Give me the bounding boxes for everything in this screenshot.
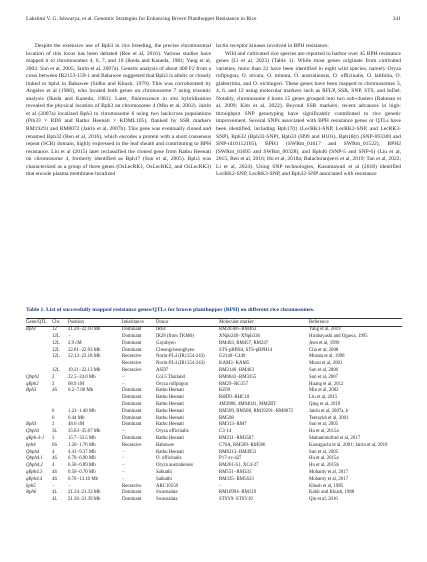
table-cell: Hu et al, 2015b	[309, 463, 339, 469]
table-cell: RM313−RM7	[219, 422, 247, 428]
table-cell: 35.63−35.67 Mb	[68, 429, 101, 435]
table-cell: Hirabayashi and Ogawa, 1995	[309, 333, 368, 339]
table-cell: 1.20−1.76 Mb	[68, 442, 96, 448]
table-cell: Dominant	[122, 333, 142, 339]
table-cell: Rathu Heenati	[156, 435, 184, 441]
table-cell: Jairin et al, 2007a, b	[309, 408, 349, 414]
table-cell: Dominant	[122, 422, 142, 428]
table-cell: Oryza australiensis	[156, 463, 193, 469]
table-cell: Qing et al, 2019	[309, 401, 341, 407]
page-number: 341	[392, 16, 401, 22]
table-cell: Dominant	[122, 340, 142, 346]
table-cell: RM16994−RM119	[219, 490, 257, 496]
table-cell: 12L	[52, 354, 60, 360]
table-cell: STSY9−STSY19	[219, 497, 253, 503]
table-cell: 12L	[52, 367, 60, 373]
table-cell: Yang et al, 2019	[309, 327, 341, 333]
table-cell: RM2146−RM463	[219, 367, 254, 373]
table-cell: Rathu Heenati	[156, 422, 184, 428]
table-cell: 12L	[52, 340, 60, 346]
table-cell: 3L	[52, 429, 58, 435]
table-cell: IR64	[156, 327, 166, 333]
table-cell: Cheongcheongbyeo	[156, 347, 195, 353]
table-cell: Babawee	[156, 442, 174, 448]
table-cell: Khush et al, 1985	[309, 483, 344, 489]
table-cell: 0.44 Mb	[68, 415, 85, 421]
paragraph: Despite the extensive use of Bph3 in rice breeding, the precise chromosomal location of this locus has been debated (Ren et al, 2016). Various studies have mapped it to chromosomes 4, 6, 7, and 10 (Ikeda and Kaneda, 1981; Yang et al, 2002; Sun et al, 2005; Jairin et al, 2007a). Genetic analysis of about 400 F2 from a cross between IR2153-159-1 and Babawee suggested that Bph3 is allelic or closely linked to bph4 in Babawee (Sidhu and Khush, 1979). This was corroborated by Angeles et al (1986), who located both genes on chromosome 7 using trisomic analysis (Ikeda and Kaneda, 1981). Later, fluorescence in situ hybridization revealed the physical location of Bph3 on chromosome 4 (Min et al, 2002). Jairin et al (2007a) localized Bph3 to chromosome 6 using two backcross populations (Pib33 × RD6 and Rathu Heenati × KDML105), flanked by SSR markers RM19291 and RM8072 (Jairin et al, 2007b). This gene was eventually cloned and renamed Bph32 (Ren et al, 2016), which encodes a protein with a short consensus repeat (SCR) domain, highly expressed in the leaf sheath and contributing to BPH resistance. Liu et al (2015) later reclassified the cloned gene from Rathu Heenati on chromosome 4, formerly identified as Bph17 (Sun et al, 2005). Bph3 was characterized as a group of three genes (OsLecRK1, OsLecRK2, and OsLecRK3) that encode plasma membrane-localized	[26, 43, 211, 178]
table-cell: Recessive	[122, 442, 142, 448]
table-cell: 4S	[52, 388, 58, 394]
table-cell: −	[68, 483, 71, 489]
table-cell: RZ69	[219, 388, 231, 394]
table-cell: Kabir and Khush, 1988	[309, 490, 355, 496]
table-cell: 4L	[52, 490, 58, 496]
table-cell: 19.21−22.13 Mb	[68, 367, 101, 373]
table-cell: Rathu Heenati	[156, 401, 184, 407]
paragraph: lectin receptor kinases involved in BPH resistance.	[216, 43, 329, 49]
table-cell: Dominant	[122, 401, 142, 407]
table-cell: Dominant	[122, 388, 142, 394]
table-cell: 0.50−0.70 Mb	[68, 469, 96, 475]
table-cell: Dominant	[122, 347, 142, 353]
table-cell: Oryza officinalis	[156, 429, 189, 435]
table-cell: Min et al, 2002	[309, 388, 339, 394]
table-cell: 6.2−7.00 Mb	[68, 388, 94, 394]
table-cell: Rathu Heenati	[156, 449, 184, 455]
table-cell: 6	[52, 415, 55, 421]
table-cell: −	[52, 483, 55, 489]
column-header: Chr.	[52, 319, 61, 325]
table-cell: 4	[52, 449, 55, 455]
table-cell: 6.58−6.89 Mb	[68, 463, 96, 469]
table-cell: Qbph4.1	[26, 456, 43, 462]
table-cell: 48.6 cM	[68, 422, 85, 428]
table-cell: 4.41−9.37 Mb	[68, 449, 96, 455]
table-cell: 6.70−6.90 Mb	[68, 456, 96, 462]
table-cell: −	[122, 381, 125, 387]
table-cell: RM231−RM3587	[219, 435, 254, 441]
table-cell: Dominant	[122, 327, 142, 333]
table-cell: Salkathi	[156, 469, 172, 475]
table-cell: RM508	[219, 415, 234, 421]
table-cell: Oryza rufipogon	[156, 381, 189, 387]
table-cell: Huang et al, 2012	[309, 381, 344, 387]
table-cell: RM335−RM5633	[219, 476, 254, 482]
table-cell: Norin-PL4 (IR1154-243)	[156, 354, 205, 360]
column-header: Donor	[156, 319, 169, 325]
running-header	[26, 14, 401, 24]
table-cell: RM6843−RM3355	[219, 374, 257, 380]
left-text-column	[26, 43, 211, 179]
table-cell: Rathu Heenati	[156, 395, 184, 401]
table-cell: bph4	[26, 442, 36, 448]
right-text-column	[216, 43, 401, 179]
column-header: Molecular marker	[219, 319, 254, 325]
table-cell: Dominant	[122, 408, 142, 414]
table-cell: Sun et al, 2006	[309, 367, 339, 373]
table-cell: 15.7−33.5 Mb	[68, 435, 96, 441]
column-header: Reference	[309, 319, 329, 325]
table-cell: Recessive	[122, 354, 142, 360]
table-cell: Dominant	[122, 490, 142, 496]
table-cell: qBph4.4	[26, 476, 43, 482]
table-cell: Kawaguchi et al, 2001; Jairin et al, 2010	[309, 442, 388, 448]
table-row	[26, 496, 402, 503]
table-cell: Col.5 Thailand	[156, 374, 185, 380]
table-cell: Shabanimofrad et al, 2017	[309, 435, 361, 441]
table-cell: −	[219, 483, 222, 489]
table-cell: Teeraykh et al, 2001	[309, 415, 349, 421]
table-cell: Dominant	[122, 435, 142, 441]
table-cell: 22.81−22.93 Mb	[68, 347, 101, 353]
table-cell: 4	[52, 463, 55, 469]
table-cell: Liu et al, 2015	[309, 395, 338, 401]
table-cell: Sun et al, 2007	[309, 374, 339, 380]
table-cell: Norin-PL4 (IR1154-243)	[156, 361, 205, 367]
column-header: Gene/QTL	[26, 319, 47, 325]
table-cell: 12L	[52, 333, 60, 339]
table-cell: −	[122, 429, 125, 435]
table-cell: 0.70−13.10 Mb	[68, 476, 99, 482]
table-cell: −	[122, 456, 125, 462]
table-cell: ARC10550	[156, 483, 179, 489]
table-cell: Hu et al, 2015a	[309, 456, 339, 462]
table-cell: 21.36−21.39 Mb	[68, 497, 101, 503]
table-cell: 4L	[52, 497, 58, 503]
paragraph: Wild and cultivated rice species are reported to harbor over 45 BPH resistance genes (Li et al, 2023) (Table 1). While most genes originate from cultivated varieties, more than 22 have been identified in eight wild species, namely Oryza rufipogon, O. nivara, O. minuta, O. australiensis, O. officinalis, O. latifolia, O. glaberrima, and O. eichingeri. These genes have been mapped to chromosomes 3, 4, 6, and 12 using molecular markers such as RFLP, SSR, SNP, STS, and InDel. Notably, chromosome 4 hosts 15 genes grouped into two sub-clusters (Rahman et al, 2009; Kim et al, 2022). Beyond SSR markers, recent advances in high-throughput SNP genotyping have significantly contributed to rice genetic improvement. Several SNPs associated with BPH resistance genes or QTLs have been identified, including Bph17(t) (LecRK1-SNP, LecRK2-SNP, and LecRK3-SNP), Bph32 (Bph32-SNP), Bph33 (H99 and H101), Bph18(t) (SNP-693369 and SNP-id10112165), BPH1 (SWRm_01617 and SWRm_01522), BPH2 (SWRm_01695 and SWRm_00328), and Bph46 (SNP-5 and SNP-6) (Liu et al, 2015; Ren et al, 2016; Hu et al, 2018a; Balachiranjeevi et al, 2019; Tan et al, 2022; Li et al, 2024). Using SNP technologies, Kusumawati et al (2018) identified LecRK2-SNP, LecRK3-SNP, and Bph32-SNP associated with resistance	[216, 50, 401, 178]
table-cell: 21.20−22.10 Mb	[68, 327, 101, 333]
table-cell: Mohanty et al, 2017	[309, 469, 349, 475]
table-cell: Recessive	[122, 367, 142, 373]
table-cell: Salkathi	[156, 476, 172, 482]
table-cell: Swarnalata	[156, 490, 178, 496]
table-cell: 22.13−23.18 Mb	[68, 354, 101, 360]
table-cell: 3	[52, 422, 55, 428]
table-cell: XNpb248−XNpb336	[219, 333, 260, 339]
table-cell: Sun et al, 2005	[309, 449, 339, 455]
table-cell: KAM3−KAM5	[219, 361, 250, 367]
table-cell: 2.9 cM	[68, 340, 82, 346]
table-cell: G2140−C449	[219, 354, 246, 360]
table-cell: Qiu et al, 2010	[309, 497, 338, 503]
table-cell: 6	[52, 408, 55, 414]
table-cell: −	[122, 374, 125, 380]
table-cell: 12L	[52, 347, 60, 353]
table-cell: RM463, RM457, RM247	[219, 340, 269, 346]
table-cell: O. officinalis	[156, 456, 182, 462]
table-cell: −	[122, 476, 125, 482]
table-cell: Hu et al, 2015a	[309, 429, 339, 435]
table-cell: Murai et al, 2001	[309, 361, 343, 367]
table-cell: Jeon et al, 1999	[309, 340, 340, 346]
table-cell: −	[122, 469, 125, 475]
table-cell: Bph3	[26, 422, 37, 428]
table-cell: −	[68, 333, 71, 339]
table-cell: C76A, RM589−RM586	[219, 442, 266, 448]
table-cell: RM8213−RM4953	[219, 449, 257, 455]
table-cell: bph5	[26, 483, 36, 489]
table-caption: Table 1. List of successfully mapped resistance genes/QTLs for brown planthopper (BPH) on different rice chromosomes.	[26, 307, 315, 313]
table-cell: Gayabyeo	[156, 340, 176, 346]
table-cell: 12	[52, 327, 57, 333]
table-cell: qBph-3-1	[26, 435, 45, 441]
table-cell: Rathu Heenati	[156, 415, 184, 421]
table-cell: 4M3980, 4M04041, MM2BT	[219, 401, 277, 407]
table-cell: 1.21−1.40 Mb	[68, 408, 96, 414]
table-cell: STS-pBPH4, STS-pBPH14	[219, 347, 273, 353]
header-title: Lakshmi V. G. Ishwarya, et al. Genomic Strategies for Enhancing Brown Planthopper Resistance in Rice	[26, 16, 257, 22]
table-cell: Recessive	[122, 361, 142, 367]
table-cell: Recessive	[122, 483, 142, 489]
table-cell: 4S	[52, 469, 58, 475]
table-cell: Sun et al, 2005	[309, 422, 339, 428]
table-cell: RM29−RG157	[219, 381, 249, 387]
table-cell: IR28 (from TKM6)	[156, 333, 194, 339]
table-cell: Bph3	[26, 388, 37, 394]
table-cell: RM551−RM335	[219, 469, 252, 475]
column-header: Inheritance	[122, 319, 144, 325]
table-cell: qBph4.3	[26, 469, 43, 475]
table-cell: Rathu Heenati	[156, 408, 184, 414]
table-cell: RM589, RM588, RM19291−RM8072	[219, 408, 294, 414]
table-cell: RHD9−RHC10	[219, 395, 250, 401]
table-cell: 22.5−24.0 Mb	[68, 374, 96, 380]
table-cell: Bph6	[26, 490, 37, 496]
table-cell: C3-14	[219, 429, 232, 435]
table-cell: Cha et al, 2008	[309, 347, 339, 353]
table-header-row	[26, 319, 402, 326]
table-cell: Dominant	[122, 497, 142, 503]
table-cell: 3	[52, 435, 55, 441]
table-cell: 2	[52, 374, 55, 380]
table-cell: Qbph4.2	[26, 463, 43, 469]
table-cell: Swarnalata	[156, 497, 178, 503]
table-cell: Mohanty et al, 2017	[309, 476, 349, 482]
table-cell: −	[122, 463, 125, 469]
table-cell: ASD7	[156, 367, 169, 373]
table-cell: 68.9 cM	[68, 381, 85, 387]
table-cell: Dominant	[122, 395, 142, 401]
table-cell: Dominant	[122, 415, 142, 421]
table-cell: −	[122, 449, 125, 455]
table-cell: Bph1	[26, 327, 37, 333]
table-cell: Rathu Heenati	[156, 388, 184, 394]
column-header: Position	[68, 319, 84, 325]
table-cell: RM261-S1, XC4-27	[219, 463, 259, 469]
table-cell: Murata et al, 1998	[309, 354, 345, 360]
table-cell: 21.24−21.33 Mb	[68, 490, 101, 496]
table-cell: RM28366−RM463	[219, 327, 257, 333]
table-cell: 2	[52, 381, 55, 387]
table-cell: Qbph4	[26, 449, 40, 455]
table-cell: qBph2	[26, 381, 39, 387]
table-cell: Qbph3	[26, 429, 40, 435]
table-cell: 6S	[52, 442, 58, 448]
table-cell: P17-xc-427	[219, 456, 242, 462]
table-cell: 4S	[52, 476, 58, 482]
table-cell: Qbph2	[26, 374, 40, 380]
table-cell: 4S	[52, 456, 58, 462]
